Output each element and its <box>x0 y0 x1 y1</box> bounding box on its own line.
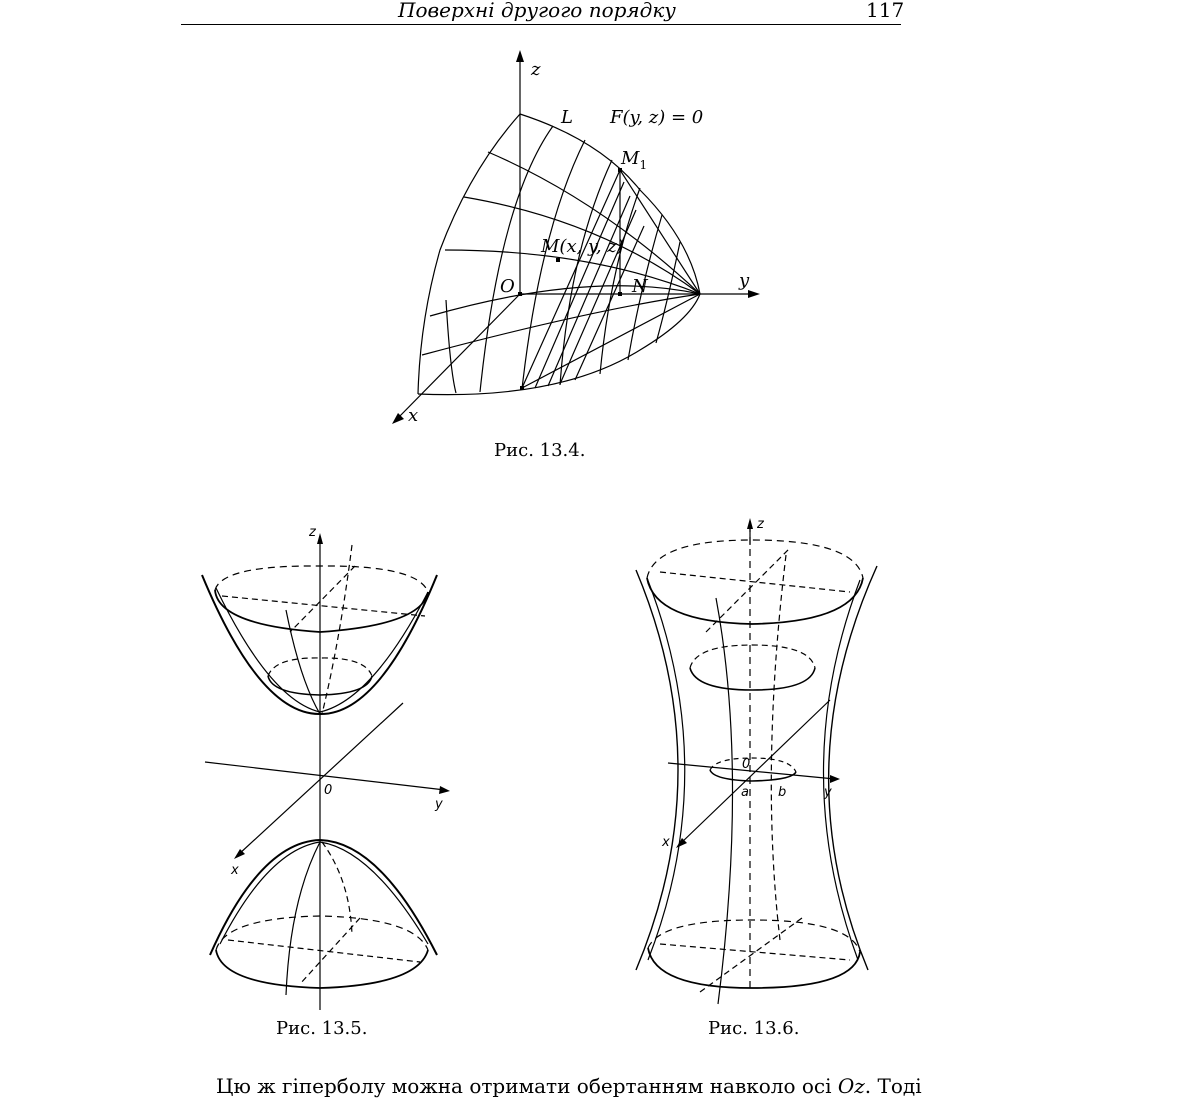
point-m <box>556 258 560 262</box>
body-paragraph <box>216 1074 922 1098</box>
lower-dashed-diameter <box>300 918 360 984</box>
lower-sheet-line <box>220 842 320 944</box>
left-profile-outer <box>636 570 678 970</box>
point-o <box>518 292 522 296</box>
point-b-label: b <box>778 785 787 800</box>
x-axis-arrow <box>392 413 404 424</box>
lower-back-ellipse <box>216 916 428 950</box>
bottom-dashed-diameter <box>700 918 802 992</box>
point-bottom <box>520 386 524 390</box>
point-n <box>618 292 622 296</box>
z-axis-label: z <box>531 59 541 80</box>
bottom-back-ellipse <box>648 920 860 952</box>
z-axis-arrow <box>516 50 524 62</box>
point-n-label: N <box>632 276 648 297</box>
bottom-front-ellipse <box>648 948 860 988</box>
generator-line <box>548 196 630 386</box>
point-m-label: M(x, y, z) <box>541 236 624 257</box>
z-axis-arrow <box>747 518 753 529</box>
x-axis-label: x <box>231 863 239 878</box>
left-profile-inner <box>647 578 685 960</box>
surface-grid-line <box>422 294 700 355</box>
y-axis-label: y <box>739 270 750 291</box>
bottom-dashed-diameter <box>660 944 850 960</box>
x-axis <box>396 294 520 420</box>
lower-sheet-profile <box>210 840 437 955</box>
curve-equation-label: F(y, z) = 0 <box>610 107 704 128</box>
upper-back-ellipse <box>215 566 428 592</box>
lower-front-ellipse <box>216 950 428 988</box>
upper-dashed-diameter <box>290 566 355 632</box>
x-axis <box>680 700 830 844</box>
point-m1-label: $M_1$ <box>621 148 648 172</box>
y-axis-label: y <box>824 785 832 800</box>
upper-middle-front-ellipse <box>690 668 815 690</box>
y-axis-arrow <box>439 786 450 794</box>
surface-grid-line <box>480 126 553 392</box>
body-text-end: . Тоді <box>864 1074 922 1098</box>
body-text-start: Цю ж гіперболу можна отримати обертанням навколо осі <box>216 1074 838 1098</box>
waist-back-ellipse <box>710 758 796 772</box>
y-axis-arrow <box>748 290 760 298</box>
generator-line <box>522 294 700 388</box>
surface-grid-line <box>560 160 612 385</box>
y-axis-label: y <box>435 797 443 812</box>
x-axis-label: x <box>662 835 670 850</box>
ruling-dashed <box>771 555 786 940</box>
top-front-ellipse <box>647 578 863 624</box>
figure-13-4-caption: Рис. 13.4. <box>494 440 586 461</box>
page-header-title: Поверхні другого порядку <box>398 0 676 22</box>
lower-meridian <box>286 842 320 995</box>
figure-13-5 <box>202 525 450 1010</box>
x-axis-label: x <box>408 405 419 426</box>
z-axis-label: z <box>757 517 764 532</box>
figure-13-5-caption: Рис. 13.5. <box>276 1018 368 1039</box>
surface-grid-line <box>522 140 585 389</box>
figure-13-6-caption: Рис. 13.6. <box>708 1018 800 1039</box>
top-back-ellipse <box>647 540 863 578</box>
figure-13-4 <box>392 50 760 426</box>
lower-dashed-diameter <box>228 940 420 962</box>
point-a-label: a <box>741 785 749 800</box>
upper-front-ellipse <box>215 590 428 632</box>
upper-dashed-diameter <box>222 596 425 616</box>
z-axis-arrow <box>317 533 323 544</box>
origin-label: 0 <box>742 757 751 772</box>
body-math-oz: Oz <box>837 1074 865 1098</box>
lower-dashed-meridian <box>322 842 352 935</box>
y-axis-arrow <box>830 775 840 783</box>
upper-meridian <box>286 610 320 714</box>
y-axis <box>668 763 835 779</box>
origin-label: 0 <box>324 783 333 798</box>
figure-13-6 <box>636 517 877 1004</box>
page-number: 117 <box>866 0 905 22</box>
lower-sheet-line <box>320 842 428 944</box>
right-profile-outer <box>829 566 877 970</box>
curve-l-label: L <box>561 107 573 128</box>
z-axis-label: z <box>309 525 316 540</box>
origin-o-label: O <box>500 276 515 297</box>
upper-middle-back-ellipse <box>690 645 815 668</box>
top-dashed-diameter <box>660 572 850 592</box>
top-dashed-diameter <box>706 548 790 632</box>
